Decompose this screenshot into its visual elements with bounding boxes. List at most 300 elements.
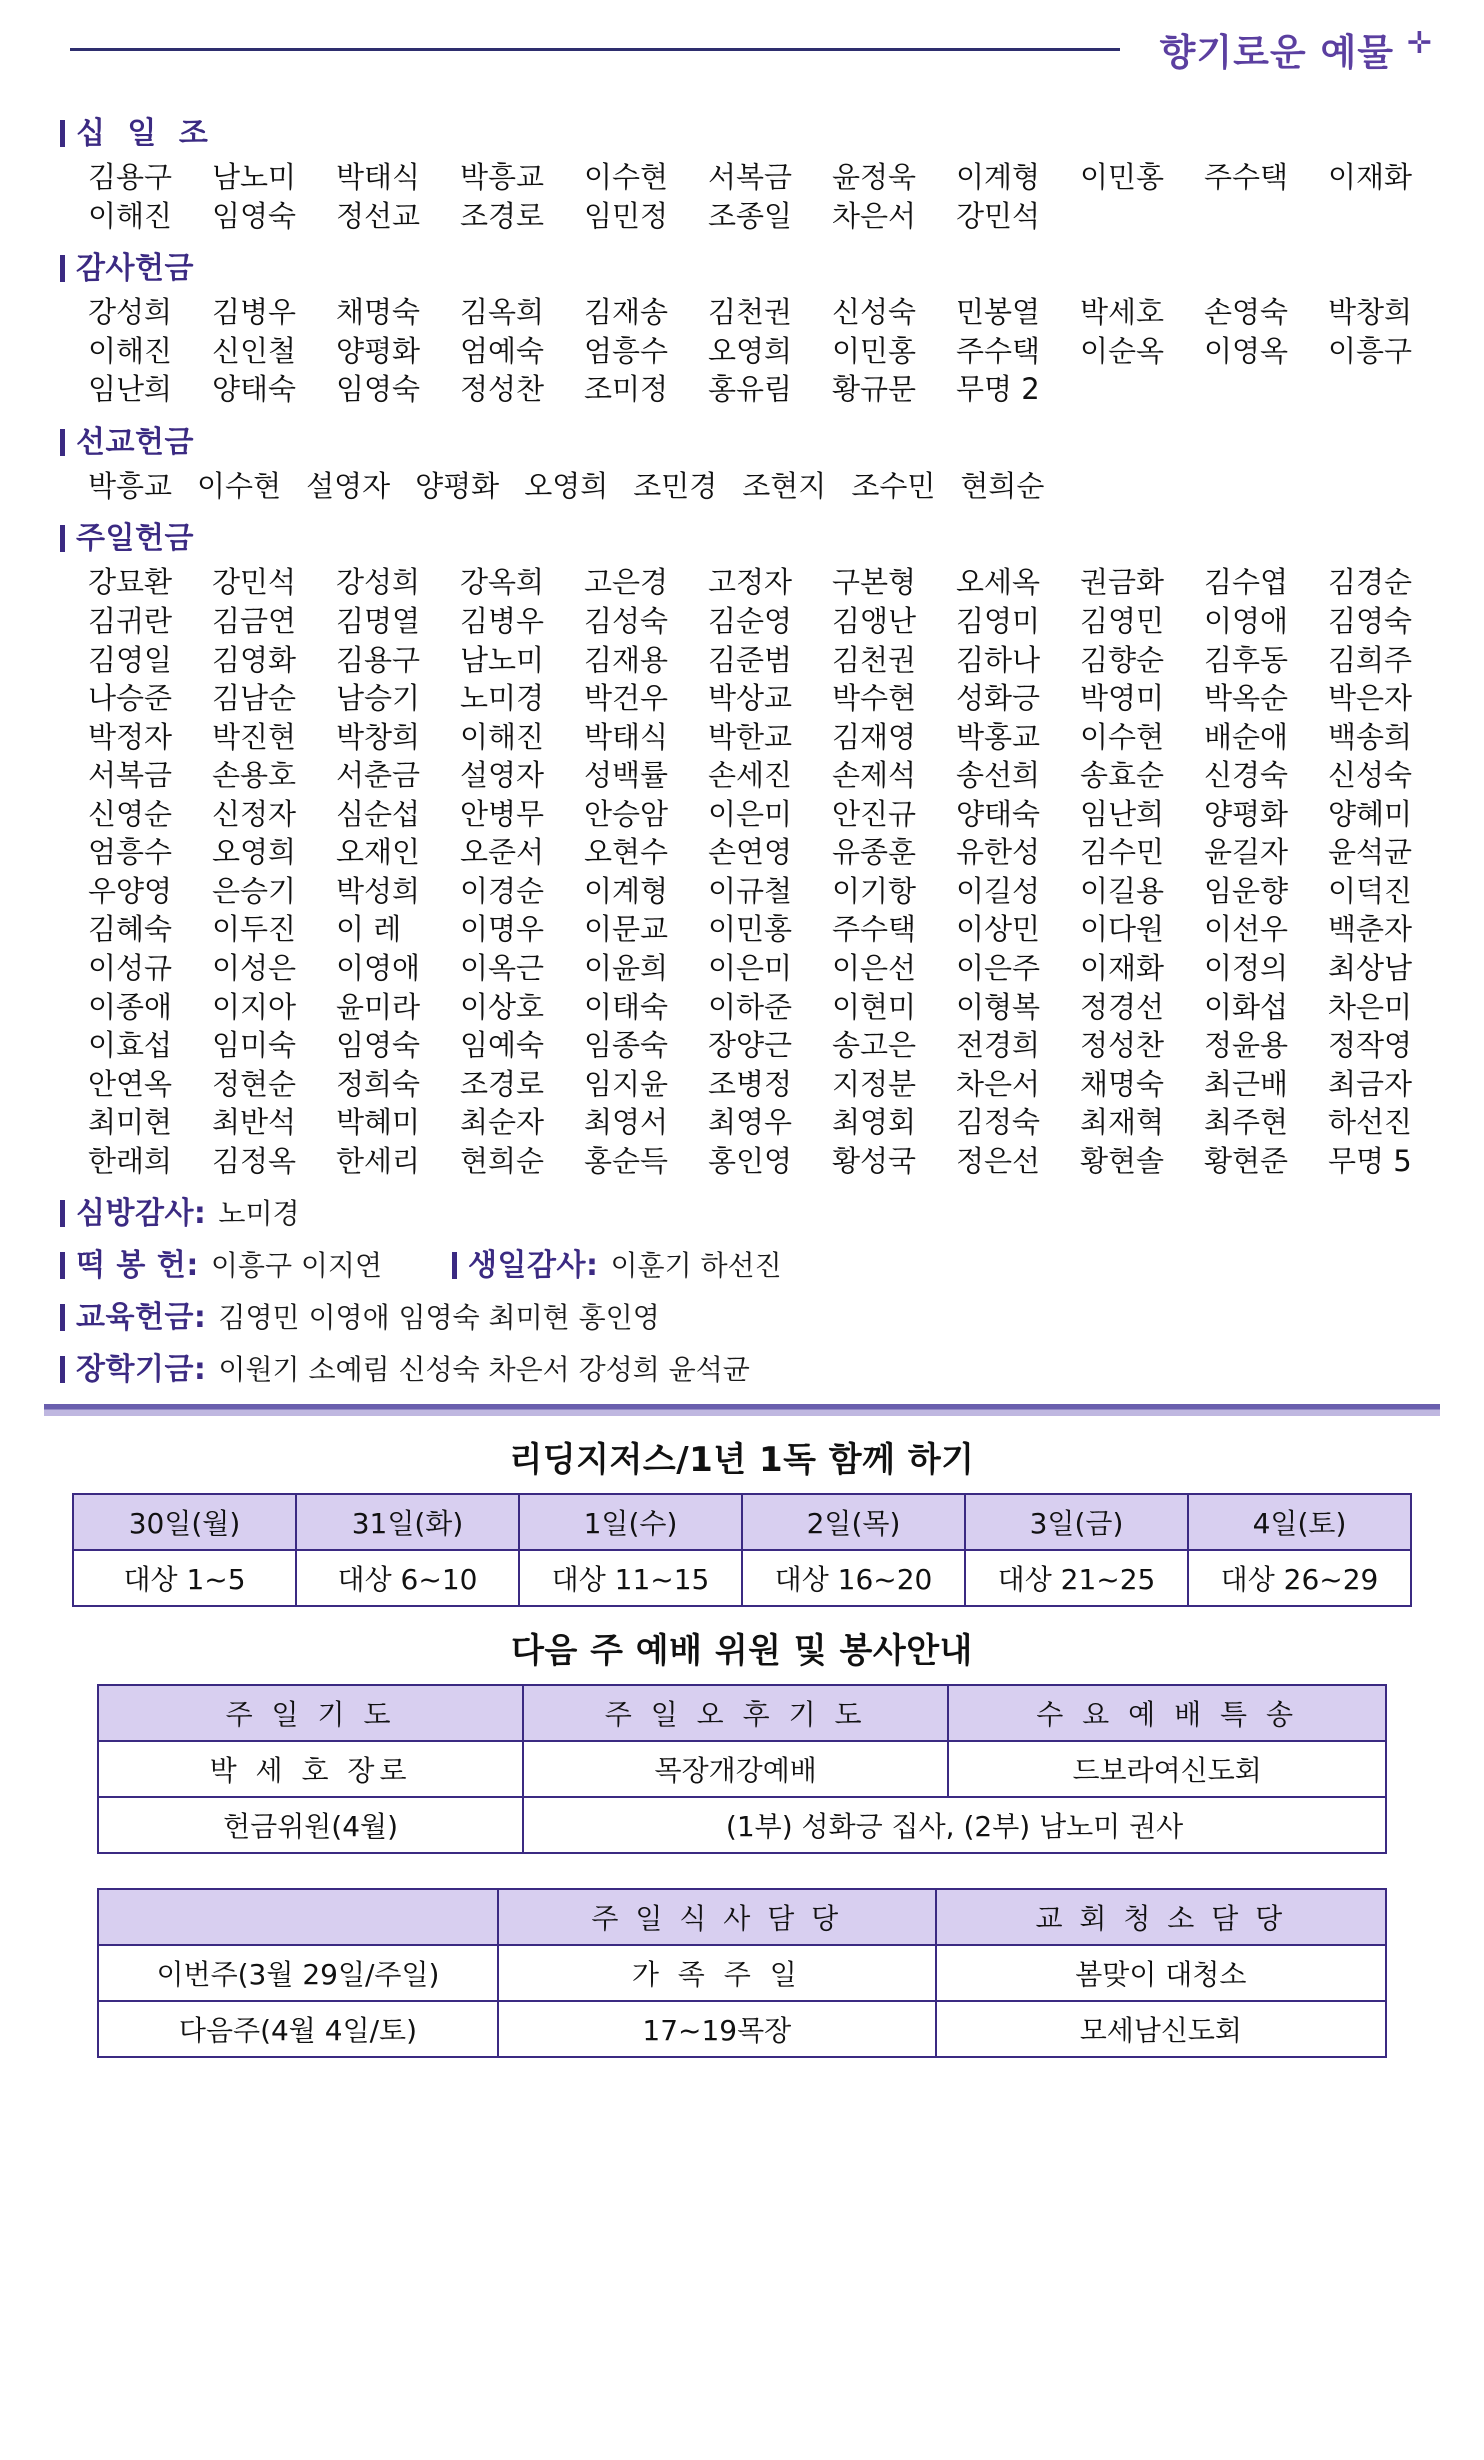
name: 이수현 bbox=[1080, 719, 1165, 754]
name: 정성찬 bbox=[1080, 1028, 1165, 1063]
section-education-offering bbox=[60, 1292, 1424, 1336]
name: 무명 2 bbox=[956, 372, 1040, 407]
reading-plan-table bbox=[72, 1493, 1412, 1607]
reading-day-header: 3일(금) bbox=[965, 1494, 1188, 1550]
name: 박옥순 bbox=[1204, 681, 1289, 716]
name: 김앵난 bbox=[832, 603, 917, 638]
name: 정성찬 bbox=[460, 372, 545, 407]
name: 이은선 bbox=[832, 951, 917, 985]
name: 이지아 bbox=[212, 989, 297, 1024]
bar-icon bbox=[60, 429, 65, 456]
next-week-table bbox=[97, 1684, 1387, 1854]
name: 권금화 bbox=[1080, 565, 1165, 600]
name-row bbox=[88, 158, 1424, 197]
name: 김금연 bbox=[212, 603, 297, 638]
name: 박흥교 bbox=[88, 468, 173, 503]
name: 오현수 bbox=[584, 835, 669, 870]
name: 최재혁 bbox=[1080, 1105, 1165, 1140]
name-row bbox=[88, 988, 1424, 1027]
name: 이수현 bbox=[584, 160, 669, 194]
name-row bbox=[88, 833, 1424, 872]
name: 오준서 bbox=[460, 835, 545, 870]
name: 강성희 bbox=[88, 295, 173, 330]
reading-day-header: 2일(목) bbox=[742, 1494, 965, 1550]
section-names: 노미경 bbox=[218, 1197, 300, 1231]
name: 이정의 bbox=[1204, 951, 1289, 985]
name: 윤정욱 bbox=[832, 160, 917, 194]
name: 배순애 bbox=[1204, 719, 1289, 754]
name: 임난희 bbox=[1080, 796, 1165, 831]
section-label: 십 일 조 bbox=[76, 116, 214, 151]
name: 김성숙 bbox=[584, 603, 669, 638]
duty-period: 다음주(4월 4일/토) bbox=[98, 2001, 498, 2057]
name: 손제석 bbox=[832, 758, 917, 793]
reading-day-header: 1일(수) bbox=[519, 1494, 742, 1550]
name: 조현지 bbox=[742, 468, 827, 503]
section-names bbox=[88, 158, 1424, 235]
bar-icon bbox=[60, 1252, 65, 1279]
reading-day-header: 31일(화) bbox=[296, 1494, 519, 1550]
name: 박창희 bbox=[336, 719, 421, 754]
reading-day-header: 30일(월) bbox=[73, 1494, 296, 1550]
name: 임미숙 bbox=[212, 1028, 297, 1063]
name: 신정자 bbox=[212, 796, 297, 831]
section-names-bread: 이흥구 이지연 bbox=[210, 1249, 383, 1283]
name: 임종숙 bbox=[584, 1028, 669, 1063]
name: 김영미 bbox=[956, 603, 1041, 638]
name: 김병우 bbox=[212, 295, 297, 330]
name: 이규철 bbox=[708, 873, 793, 908]
name: 지정분 bbox=[832, 1066, 917, 1101]
section-label-birthday: 생일감사 bbox=[468, 1248, 586, 1284]
duty-period: 이번주(3월 29일/주일) bbox=[98, 1945, 498, 2001]
name: 안병무 bbox=[460, 796, 545, 831]
name: 이성은 bbox=[212, 951, 297, 985]
name: 성화긍 bbox=[956, 681, 1041, 716]
name: 남노미 bbox=[460, 642, 545, 677]
name: 무명 5 bbox=[1328, 1143, 1412, 1178]
name: 주수택 bbox=[1204, 160, 1289, 194]
name: 이덕진 bbox=[1328, 873, 1413, 908]
name: 유종훈 bbox=[832, 835, 917, 870]
table-row bbox=[98, 1889, 1386, 1945]
section-separator: : bbox=[193, 1300, 207, 1336]
name: 박혜미 bbox=[336, 1105, 421, 1140]
name: 이문교 bbox=[584, 912, 669, 947]
name: 김영민 bbox=[1080, 603, 1165, 638]
name: 이민홍 bbox=[708, 912, 793, 947]
offering-committee-value: (1부) 성화긍 집사, (2부) 남노미 권사 bbox=[523, 1797, 1386, 1853]
name: 박수현 bbox=[832, 681, 917, 716]
name: 임영숙 bbox=[336, 372, 421, 407]
name: 양태숙 bbox=[212, 372, 297, 407]
section-tithe bbox=[60, 108, 1424, 235]
reading-day-header: 4일(토) bbox=[1188, 1494, 1411, 1550]
name: 김병우 bbox=[460, 603, 545, 638]
name: 이화섭 bbox=[1204, 989, 1289, 1024]
name: 이재화 bbox=[1080, 951, 1165, 985]
name: 박건우 bbox=[584, 681, 669, 716]
name: 양평화 bbox=[336, 333, 421, 368]
reading-plan-title: 리딩지저스/1년 1독 함께 하기 bbox=[509, 1440, 975, 1481]
offering-sections bbox=[60, 108, 1424, 1388]
section-label: 장학기금 bbox=[76, 1352, 194, 1388]
name: 임지윤 bbox=[584, 1066, 669, 1101]
name: 김재영 bbox=[832, 719, 917, 754]
name: 오재인 bbox=[336, 835, 421, 870]
name: 은승기 bbox=[212, 873, 297, 908]
name: 황규문 bbox=[832, 372, 917, 407]
name: 서복금 bbox=[708, 160, 793, 194]
service-header-wednesday-special: 수 요 예 배 특 송 bbox=[948, 1685, 1386, 1741]
name: 설영자 bbox=[460, 758, 545, 793]
name: 이성규 bbox=[88, 951, 173, 985]
name: 서복금 bbox=[88, 758, 173, 793]
name: 임영숙 bbox=[336, 1028, 421, 1063]
name: 엄흥수 bbox=[584, 333, 669, 368]
name: 이종애 bbox=[88, 989, 173, 1024]
service-header-afternoon-prayer: 주 일 오 후 기 도 bbox=[523, 1685, 948, 1741]
name: 김명열 bbox=[336, 603, 421, 638]
table-row bbox=[98, 1797, 1386, 1853]
name: 이태숙 bbox=[584, 989, 669, 1024]
name: 이기항 bbox=[832, 873, 917, 908]
section-thanksgiving bbox=[60, 243, 1424, 409]
name: 김용구 bbox=[336, 642, 421, 677]
duty-cleaning: 봄맞이 대청소 bbox=[936, 1945, 1386, 2001]
name: 김후동 bbox=[1204, 642, 1289, 677]
name: 최상남 bbox=[1328, 951, 1413, 985]
name-row bbox=[88, 872, 1424, 911]
name: 이영옥 bbox=[1204, 333, 1289, 368]
bar-icon bbox=[60, 1356, 65, 1383]
name-row bbox=[88, 795, 1424, 834]
name: 오영희 bbox=[212, 835, 297, 870]
name: 이효섭 bbox=[88, 1028, 173, 1063]
name: 이두진 bbox=[212, 912, 297, 947]
name: 박태식 bbox=[336, 160, 421, 194]
name: 이상민 bbox=[956, 912, 1041, 947]
name: 이민홍 bbox=[1080, 160, 1165, 194]
section-scholarship-fund bbox=[60, 1344, 1424, 1388]
duty-header-blank bbox=[98, 1889, 498, 1945]
name: 정윤용 bbox=[1204, 1028, 1289, 1063]
name: 임예숙 bbox=[460, 1028, 545, 1063]
name-row bbox=[88, 1103, 1424, 1142]
name: 조경로 bbox=[460, 198, 545, 233]
name: 현희순 bbox=[960, 468, 1045, 503]
name: 이 레 bbox=[336, 912, 402, 947]
name: 최순자 bbox=[460, 1105, 545, 1140]
name: 최근배 bbox=[1204, 1066, 1289, 1101]
name: 김천권 bbox=[832, 642, 917, 677]
name: 홍순득 bbox=[584, 1143, 669, 1178]
name: 양혜미 bbox=[1328, 796, 1413, 831]
name: 박홍교 bbox=[956, 719, 1041, 754]
name: 차은서 bbox=[832, 198, 917, 233]
name: 황현솔 bbox=[1080, 1143, 1165, 1178]
name: 박영미 bbox=[1080, 681, 1165, 716]
section-separator: : bbox=[186, 1248, 199, 1284]
name-row bbox=[88, 679, 1424, 718]
name: 강성희 bbox=[336, 565, 421, 600]
name: 박한교 bbox=[708, 719, 793, 754]
name: 이계형 bbox=[956, 160, 1041, 194]
section-label: 주일헌금 bbox=[76, 521, 194, 557]
name: 성백률 bbox=[584, 758, 669, 793]
bar-icon bbox=[60, 525, 65, 552]
name: 정작영 bbox=[1328, 1028, 1413, 1063]
name: 엄예숙 bbox=[460, 333, 545, 368]
table-row bbox=[98, 1685, 1386, 1741]
name: 이해진 bbox=[88, 198, 173, 233]
next-week-title: 다음 주 예배 위원 및 봉사안내 bbox=[511, 1631, 973, 1672]
name: 손연영 bbox=[708, 835, 793, 870]
name: 이민홍 bbox=[832, 333, 917, 368]
section-label: 감사헌금 bbox=[76, 251, 194, 287]
name: 남노미 bbox=[212, 160, 297, 194]
name: 송효순 bbox=[1080, 758, 1165, 793]
name-row bbox=[88, 332, 1424, 371]
section-names bbox=[88, 563, 1424, 1180]
name: 홍유림 bbox=[708, 372, 793, 407]
name: 김혜숙 bbox=[88, 912, 173, 947]
name: 황현준 bbox=[1204, 1143, 1289, 1178]
name: 임민정 bbox=[584, 198, 669, 233]
bar-icon bbox=[60, 120, 65, 147]
bar-icon bbox=[60, 1304, 65, 1331]
table-row bbox=[98, 1945, 1386, 2001]
name: 김영화 bbox=[212, 642, 297, 677]
name: 박정자 bbox=[88, 719, 173, 754]
name: 이은미 bbox=[708, 951, 793, 985]
section-label: 교육헌금 bbox=[76, 1300, 194, 1336]
name: 차은미 bbox=[1328, 989, 1413, 1024]
section-separator: : bbox=[193, 1196, 207, 1232]
bar-icon bbox=[452, 1252, 457, 1279]
name: 한세리 bbox=[336, 1143, 421, 1178]
name: 조수민 bbox=[851, 468, 936, 503]
name: 조종일 bbox=[708, 198, 793, 233]
section-names: 이원기 소예림 신성숙 차은서 강성희 윤석균 bbox=[218, 1353, 750, 1387]
name: 오영희 bbox=[708, 333, 793, 368]
name-row bbox=[88, 910, 1424, 949]
name: 최영서 bbox=[584, 1105, 669, 1140]
service-header-sunday-prayer: 주 일 기 도 bbox=[98, 1685, 523, 1741]
name: 장양근 bbox=[708, 1028, 793, 1063]
name: 이하준 bbox=[708, 989, 793, 1024]
name: 손용호 bbox=[212, 758, 297, 793]
name: 손세진 bbox=[708, 758, 793, 793]
name-row bbox=[88, 756, 1424, 795]
name: 심순섭 bbox=[336, 796, 421, 831]
section-bread-and-birthday bbox=[60, 1240, 1424, 1284]
name: 최영우 bbox=[708, 1105, 793, 1140]
name: 양태숙 bbox=[956, 796, 1041, 831]
reading-passage: 대상 6~10 bbox=[296, 1550, 519, 1606]
table-row bbox=[98, 1741, 1386, 1797]
duty-header-meal: 주 일 식 사 담 당 bbox=[498, 1889, 936, 1945]
name: 고정자 bbox=[708, 565, 793, 600]
name-row bbox=[88, 370, 1424, 409]
name: 이옥근 bbox=[460, 951, 545, 985]
duty-cleaning: 모세남신도회 bbox=[936, 2001, 1386, 2057]
name: 김순영 bbox=[708, 603, 793, 638]
duty-meal: 가 족 주 일 bbox=[498, 1945, 936, 2001]
table-row bbox=[98, 2001, 1386, 2057]
name: 임영숙 bbox=[212, 198, 297, 233]
name: 박흥교 bbox=[460, 160, 545, 194]
name: 이해진 bbox=[460, 719, 545, 754]
name: 홍인영 bbox=[708, 1143, 793, 1178]
name: 최영회 bbox=[832, 1105, 917, 1140]
name: 고은경 bbox=[584, 565, 669, 600]
name: 전경희 bbox=[956, 1028, 1041, 1063]
name-row bbox=[88, 718, 1424, 757]
name: 박상교 bbox=[708, 681, 793, 716]
name: 설영자 bbox=[306, 468, 391, 503]
name: 김수민 bbox=[1080, 835, 1165, 870]
name: 나승준 bbox=[88, 681, 173, 716]
spacer bbox=[0, 1854, 1484, 1888]
name: 한래희 bbox=[88, 1143, 173, 1178]
name: 박창희 bbox=[1328, 295, 1413, 330]
name-row bbox=[88, 293, 1424, 332]
table-row bbox=[73, 1550, 1411, 1606]
name: 박은자 bbox=[1328, 681, 1413, 716]
name: 안승암 bbox=[584, 796, 669, 831]
name: 임운향 bbox=[1204, 873, 1289, 908]
page-title: 향기로운 예물 bbox=[1159, 31, 1394, 74]
name: 임난희 bbox=[88, 372, 173, 407]
name-row bbox=[88, 467, 1424, 506]
name: 김귀란 bbox=[88, 603, 173, 638]
cross-icon: ✛ bbox=[1406, 26, 1432, 61]
name: 이순옥 bbox=[1080, 333, 1165, 368]
section-heading bbox=[60, 417, 1424, 461]
name: 김영일 bbox=[88, 642, 173, 677]
name: 남승기 bbox=[336, 681, 421, 716]
name-row bbox=[88, 197, 1424, 236]
name: 이계형 bbox=[584, 873, 669, 908]
duty-header-cleaning: 교 회 청 소 담 당 bbox=[936, 1889, 1386, 1945]
section-heading bbox=[60, 243, 1424, 287]
name: 오영희 bbox=[524, 468, 609, 503]
name: 차은서 bbox=[956, 1066, 1041, 1101]
name: 이윤희 bbox=[584, 951, 669, 985]
name-row bbox=[88, 949, 1424, 988]
service-value-afternoon-prayer: 목장개강예배 bbox=[523, 1741, 948, 1797]
name: 채명숙 bbox=[1080, 1066, 1165, 1101]
name: 김수엽 bbox=[1204, 565, 1289, 600]
name: 오세옥 bbox=[956, 565, 1041, 600]
name: 신성숙 bbox=[1328, 758, 1413, 793]
section-names bbox=[88, 293, 1424, 409]
name: 김용구 bbox=[88, 160, 173, 194]
name: 김재송 bbox=[584, 295, 669, 330]
name: 노미경 bbox=[460, 681, 545, 716]
name: 김정옥 bbox=[212, 1143, 297, 1178]
name: 유한성 bbox=[956, 835, 1041, 870]
name: 윤미라 bbox=[336, 989, 421, 1024]
name: 박성희 bbox=[336, 873, 421, 908]
name: 이경순 bbox=[460, 873, 545, 908]
duty-meal: 17~19목장 bbox=[498, 2001, 936, 2057]
name: 이수현 bbox=[197, 468, 282, 503]
header-rule bbox=[70, 48, 1120, 51]
section-names bbox=[88, 467, 1424, 506]
name-row bbox=[88, 1142, 1424, 1181]
name: 김희주 bbox=[1328, 642, 1413, 677]
name: 정희숙 bbox=[336, 1066, 421, 1101]
section-visitation-thanks bbox=[60, 1188, 1424, 1232]
section-label: 선교헌금 bbox=[76, 424, 194, 460]
name: 이길성 bbox=[956, 873, 1041, 908]
name: 하선진 bbox=[1328, 1105, 1413, 1140]
name-row bbox=[88, 563, 1424, 602]
name: 강민석 bbox=[956, 198, 1041, 233]
name: 박태식 bbox=[584, 719, 669, 754]
name: 황성국 bbox=[832, 1143, 917, 1178]
section-label: 심방감사 bbox=[76, 1196, 194, 1232]
name: 조경로 bbox=[460, 1066, 545, 1101]
name: 강옥희 bbox=[460, 565, 545, 600]
name: 이은미 bbox=[708, 796, 793, 831]
name: 이영애 bbox=[1204, 603, 1289, 638]
name: 김재용 bbox=[584, 642, 669, 677]
name: 양평화 bbox=[415, 468, 500, 503]
name: 신영순 bbox=[88, 796, 173, 831]
name: 이재화 bbox=[1328, 160, 1413, 194]
reading-passage: 대상 26~29 bbox=[1188, 1550, 1411, 1606]
name: 김향순 bbox=[1080, 642, 1165, 677]
section-separator: : bbox=[585, 1248, 599, 1284]
offering-committee-label: 헌금위원(4월) bbox=[98, 1797, 523, 1853]
name: 채명숙 bbox=[336, 295, 421, 330]
page-header bbox=[34, 22, 1450, 100]
name: 주수택 bbox=[832, 912, 917, 947]
name-row bbox=[88, 602, 1424, 641]
section-mission bbox=[60, 417, 1424, 506]
bar-icon bbox=[60, 255, 65, 282]
name: 이다원 bbox=[1080, 912, 1165, 947]
name-row bbox=[88, 641, 1424, 680]
name: 조병정 bbox=[708, 1066, 793, 1101]
section-separator: : bbox=[193, 1352, 207, 1388]
name: 조민경 bbox=[633, 468, 718, 503]
name: 송고은 bbox=[832, 1028, 917, 1063]
service-value-wednesday-special: 드보라여신도회 bbox=[948, 1741, 1386, 1797]
name: 강묘환 bbox=[88, 565, 173, 600]
name: 김옥희 bbox=[460, 295, 545, 330]
name: 윤석균 bbox=[1328, 835, 1413, 870]
reading-passage: 대상 11~15 bbox=[519, 1550, 742, 1606]
duty-table bbox=[97, 1888, 1387, 2058]
name: 김준범 bbox=[708, 642, 793, 677]
name: 송선희 bbox=[956, 758, 1041, 793]
name: 김영숙 bbox=[1328, 603, 1413, 638]
name: 김천권 bbox=[708, 295, 793, 330]
name: 김경순 bbox=[1328, 565, 1413, 600]
name: 조미정 bbox=[584, 372, 669, 407]
reading-passage: 대상 16~20 bbox=[742, 1550, 965, 1606]
name: 신경숙 bbox=[1204, 758, 1289, 793]
name: 최금자 bbox=[1328, 1066, 1413, 1101]
section-heading bbox=[60, 513, 1424, 557]
name: 양평화 bbox=[1204, 796, 1289, 831]
name: 이현미 bbox=[832, 989, 917, 1024]
name: 엄흥수 bbox=[88, 835, 173, 870]
